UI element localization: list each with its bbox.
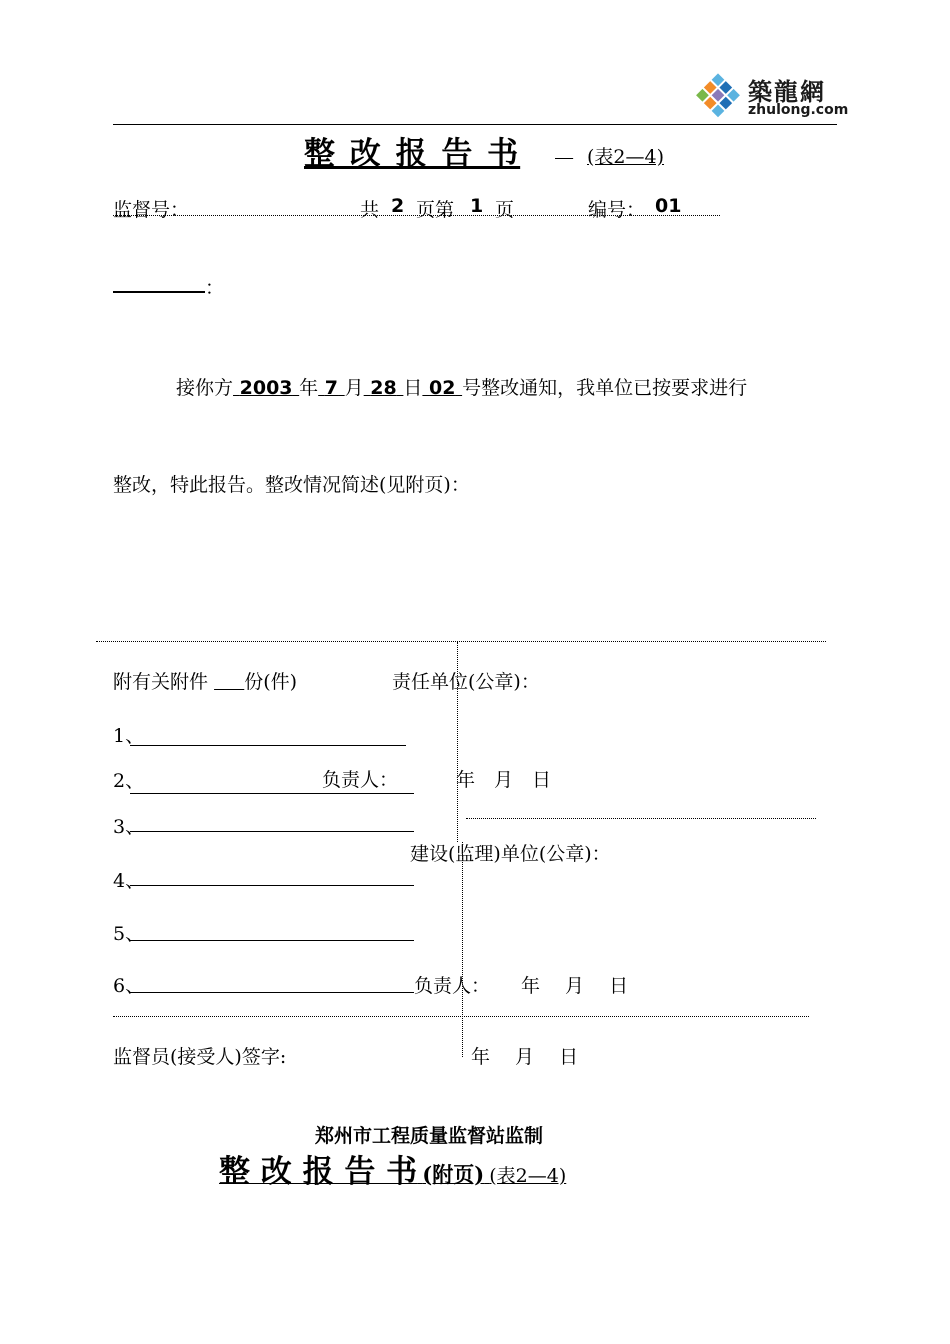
attachment-item-1: 1、 <box>113 725 145 747</box>
responsible-unit-bottom-rule <box>466 818 816 819</box>
year-unit: 年 <box>299 377 319 399</box>
responsible-unit-label: 责任单位(公章)： <box>392 671 540 693</box>
attachments-count-blank <box>214 671 244 693</box>
construction-unit-label: 建设(监理)单位(公章)： <box>410 843 611 865</box>
body-intro: 接你方 <box>176 377 234 399</box>
construction-person-label: 负责人： <box>414 975 491 997</box>
attachment-item-3: 3、 <box>113 816 145 838</box>
notice-month: 7 <box>324 377 339 399</box>
attachment-line-5[interactable] <box>130 940 414 941</box>
body-line-1-tail: 号整改通知，我单位已按要求进行 <box>462 377 748 399</box>
page-title-gap <box>555 140 573 162</box>
body-line-2: 整改，特此报告。整改情况简述(见附页)： <box>113 474 470 496</box>
attachment-item-4: 4、 <box>113 870 145 892</box>
attachment-item-2: 2、 <box>113 770 145 792</box>
notice-day: 28 <box>370 377 397 399</box>
addressee-blank <box>113 291 205 293</box>
appendix-form-ref: (表2—4) <box>489 1165 567 1187</box>
serial-number-label: 编号： <box>588 199 646 221</box>
pages-suffix: 页 <box>495 199 515 221</box>
month-unit: 月 <box>344 377 364 399</box>
form-ref: (表2—4) <box>587 146 665 168</box>
addressee-colon: ： <box>205 277 225 299</box>
serial-number-value: 01 <box>655 195 682 217</box>
appendix-title-appendix: (附页) <box>422 1162 485 1187</box>
meta-dotted-rule <box>113 215 720 216</box>
form-top-rule <box>96 641 826 642</box>
appendix-title <box>219 1146 566 1191</box>
attachment-item-5: 5、 <box>113 923 145 945</box>
attachment-line-4[interactable] <box>130 885 414 886</box>
page-title: 整 改 报 告 书 <box>304 136 521 172</box>
inspector-date: 年 月 日 <box>471 1046 579 1068</box>
pages-mid: 页第 <box>416 199 455 221</box>
attachments-label: 附有关附件 份(件) <box>113 671 298 693</box>
zhulong-logo <box>690 70 849 122</box>
attachment-line-3[interactable] <box>130 831 414 832</box>
zhulong-logo-mark <box>690 70 746 122</box>
form-vertical-divider-lower <box>462 842 463 1057</box>
attachment-line-6[interactable] <box>130 992 414 993</box>
construction-unit-date: 年 月 日 <box>521 975 629 997</box>
notice-number: 02 <box>429 377 456 399</box>
notice-year: 2003 <box>239 377 293 399</box>
attachment-line-2[interactable] <box>130 793 414 794</box>
pages-current: 1 <box>470 195 484 217</box>
inspector-signature-label: 监督员(接受人)签字: <box>113 1046 287 1068</box>
responsible-unit-date: 年 月 日 <box>456 769 552 791</box>
logo-chinese-name: 築龍網 <box>748 78 826 106</box>
day-unit: 日 <box>403 377 423 399</box>
attachment-item-6: 6、 <box>113 975 145 997</box>
pages-prefix: 共 <box>360 199 380 221</box>
logo-url-text: zhulong.com <box>748 102 849 118</box>
header-rule <box>113 124 837 125</box>
issuer-text: 郑州市工程质量监督站监制 <box>315 1125 544 1147</box>
pages-total: 2 <box>391 195 405 217</box>
responsible-person-label: 负责人： <box>322 769 399 791</box>
supervision-number-label: 监督号： <box>113 199 190 221</box>
attachment-line-1[interactable] <box>130 745 406 746</box>
construction-unit-bottom-rule <box>113 1016 809 1017</box>
appendix-title-main: 整 改 报 告 书 <box>219 1154 418 1190</box>
body-line-1 <box>176 373 747 400</box>
